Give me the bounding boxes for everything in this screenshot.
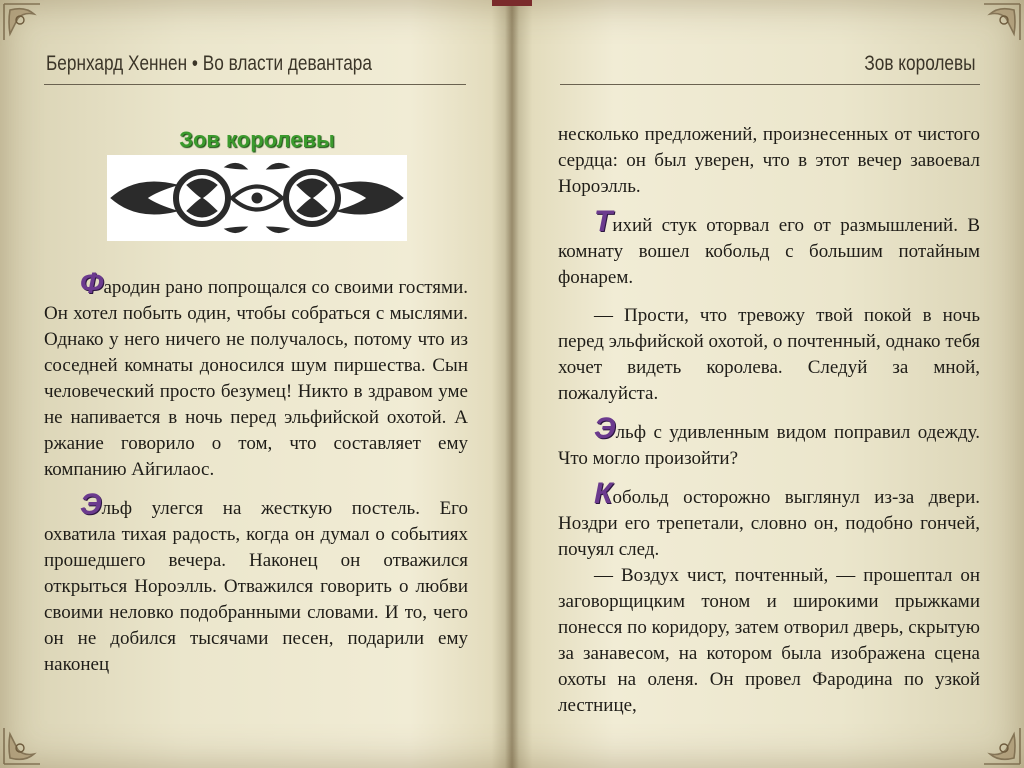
- chapter-title: Зов королевы: [179, 127, 335, 152]
- drop-cap: Ф: [80, 267, 104, 300]
- paragraph: [558, 303, 980, 407]
- bookmark-ribbon: [492, 0, 532, 6]
- running-head-right: Зов королевы: [864, 52, 976, 75]
- drop-cap: Э: [80, 488, 102, 521]
- paragraph-text: обольд осторожно выглянул из-за двери. Ноздри его трепетали, словно он, подобно гончей, почуял след.: [558, 487, 980, 560]
- drop-cap: К: [594, 477, 613, 510]
- paragraph: [558, 563, 980, 719]
- drop-cap: Т: [594, 205, 613, 238]
- paragraph-text: — Воздух чист, почтенный, — прошептал он заговорщицким тоном и широкими прыжками понесся по коридору, затем отворил дверь, скрытую за занавесом, на котором была изображена сцена охоты на оленя. Он провел Фародина по узкой лестнице,: [558, 565, 980, 716]
- paragraph-text: льф с удивленным видом поправил одежду. Что могло произойти?: [558, 422, 980, 469]
- paragraph: [44, 267, 468, 483]
- right-page-text: [558, 122, 980, 719]
- paragraph-text: ихий стук оторвал его от размышлений. В комнату вошел кобольд с большим потайным фонарем.: [558, 215, 980, 288]
- running-head-left: Бернхард Хеннен • Во власти девантара: [46, 52, 372, 75]
- drop-cap: Э: [594, 412, 616, 445]
- corner-ornament-icon: [0, 708, 60, 768]
- paragraph-text: льф улегся на жесткую постель. Его охватила тихая радость, когда он думал о событиях прошедшего вечера. Наконец он отважился открыться Нороэлль. Отважился говорить о любви своими неловко подобранными словами. И то, чего он не добился тысячами песен, подарили ему наконец: [44, 498, 468, 675]
- paragraph: [44, 488, 468, 678]
- paragraph: [558, 477, 980, 563]
- left-page-text: [44, 267, 468, 690]
- book-spine: [505, 0, 519, 768]
- paragraph: [558, 412, 980, 472]
- corner-ornament-icon: [964, 0, 1024, 60]
- header-rule-right: [560, 84, 980, 85]
- paragraph-text: — Прости, что тревожу твой покой в ночь перед эльфийской охотой, о почтенный, однако тебя хочет видеть королева. Следуй за мной, пожалуйста.: [558, 305, 980, 404]
- header-rule-left: [44, 84, 466, 85]
- chapter-ornament-icon: [107, 155, 407, 241]
- paragraph-text: аpодин рано попрощался со своими гостями. Он хотел побыть один, чтобы собраться с мыслями. Однако у него ничего не получалось, потому что из соседней комнаты доносился шум пиршества. Сын человеческий просто безумец! Никто в здравом уме не напивается в ночь перед эльфийской охотой. А ржание говорило о том, что составляет ему компанию Айгилаос.: [44, 277, 468, 480]
- paragraph: [558, 205, 980, 291]
- corner-ornament-icon: [0, 0, 60, 60]
- paragraph-continuation: несколько предложений, произнесенных от чистого сердца: он был уверен, что в этот вечер завоевал Нороэлль.: [558, 124, 980, 197]
